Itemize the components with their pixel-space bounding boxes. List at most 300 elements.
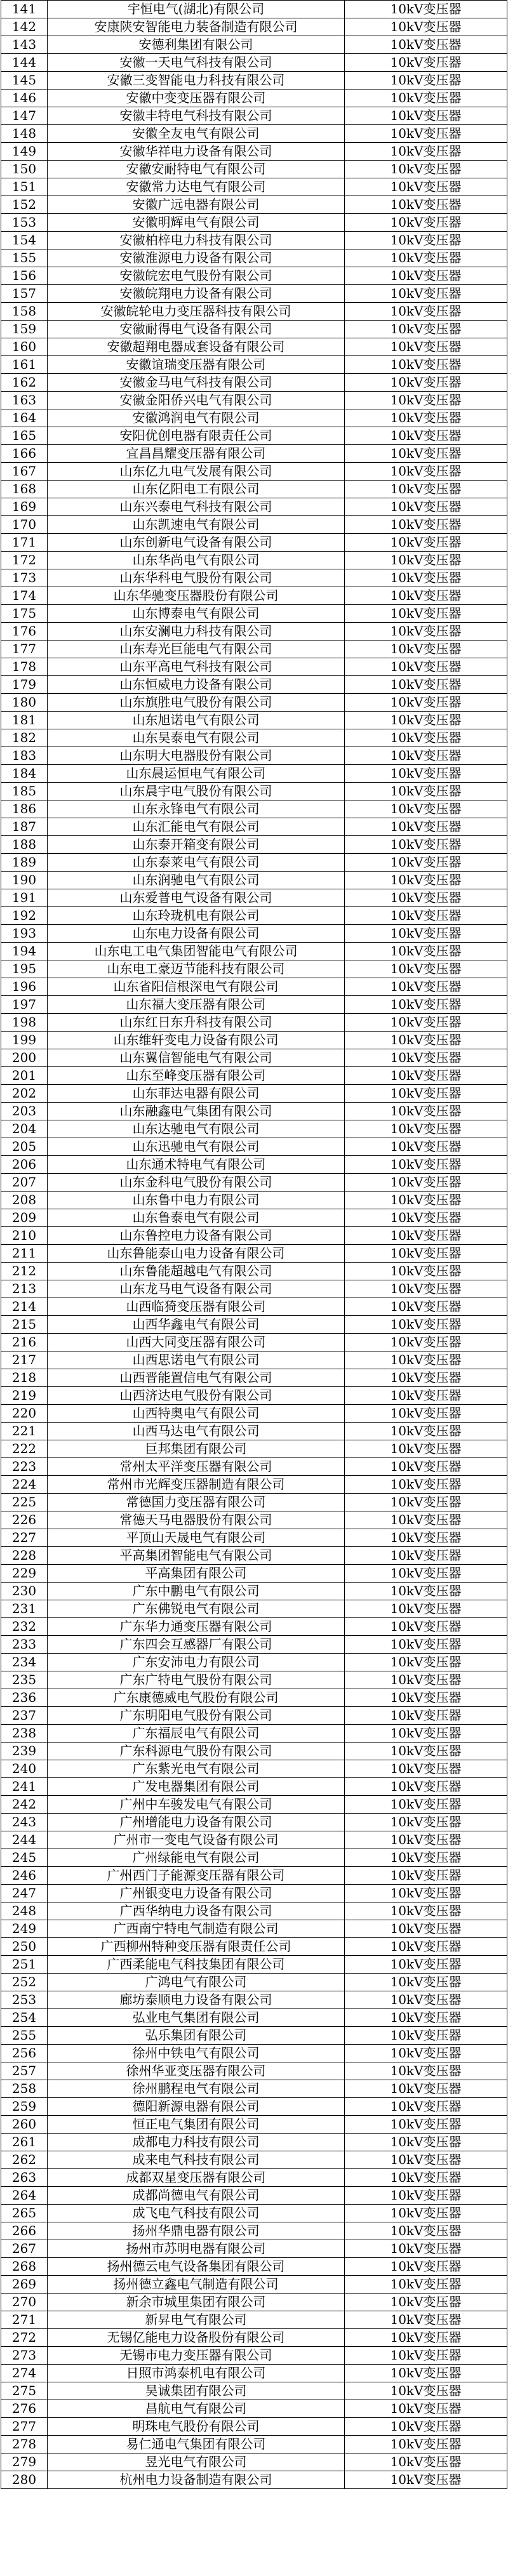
row-number-cell: 165	[1, 427, 48, 445]
table-row	[1, 747, 507, 765]
equipment-type-cell: 10kV变压器	[345, 2418, 507, 2436]
equipment-type-cell: 10kV变压器	[345, 1956, 507, 1974]
company-name-cell: 山东昊泰电气有限公司	[48, 729, 345, 747]
equipment-type-cell: 10kV变压器	[345, 374, 507, 392]
supplier-table	[1, 0, 507, 2489]
row-number-cell: 251	[1, 1956, 48, 1974]
company-name-cell: 山东寿光巨能电气有限公司	[48, 641, 345, 658]
table-row	[1, 1565, 507, 1583]
row-number-cell: 256	[1, 2045, 48, 2062]
table-row	[1, 907, 507, 925]
row-number-cell: 191	[1, 889, 48, 907]
equipment-type-cell: 10kV变压器	[345, 2400, 507, 2418]
row-number-cell: 152	[1, 196, 48, 214]
equipment-type-cell: 10kV变压器	[345, 90, 507, 107]
table-row	[1, 374, 507, 392]
company-name-cell: 广西华纳电力设备有限公司	[48, 1902, 345, 1920]
company-name-cell: 徐州鹏程电气有限公司	[48, 2080, 345, 2098]
row-number-cell: 212	[1, 1263, 48, 1280]
equipment-type-cell: 10kV变压器	[345, 214, 507, 232]
company-name-cell: 山东恒威电力设备有限公司	[48, 676, 345, 694]
company-name-cell: 山东汇能电气有限公司	[48, 818, 345, 836]
row-number-cell: 177	[1, 641, 48, 658]
row-number-cell: 179	[1, 676, 48, 694]
company-name-cell: 山东晨宇电气股份有限公司	[48, 783, 345, 800]
table-row	[1, 1067, 507, 1085]
table-row	[1, 658, 507, 676]
company-name-cell: 安徽皖宏电气股份有限公司	[48, 267, 345, 285]
table-row	[1, 2116, 507, 2134]
company-name-cell: 广东安沛电力有限公司	[48, 1654, 345, 1671]
company-name-cell: 扬州德云电气设备集团有限公司	[48, 2258, 345, 2276]
table-row	[1, 2169, 507, 2187]
row-number-cell: 228	[1, 1547, 48, 1565]
row-number-cell: 257	[1, 2062, 48, 2080]
equipment-type-cell: 10kV变压器	[345, 1529, 507, 1547]
row-number-cell: 185	[1, 783, 48, 800]
table-row	[1, 1654, 507, 1671]
row-number-cell: 204	[1, 1120, 48, 1138]
row-number-cell: 258	[1, 2080, 48, 2098]
row-number-cell: 263	[1, 2169, 48, 2187]
company-name-cell: 山东迅驰电气有限公司	[48, 1138, 345, 1156]
equipment-type-cell: 10kV变压器	[345, 1032, 507, 1049]
table-row	[1, 569, 507, 587]
company-name-cell: 广东科源电气股份有限公司	[48, 1743, 345, 1760]
equipment-type-cell: 10kV变压器	[345, 1387, 507, 1405]
table-row	[1, 267, 507, 285]
row-number-cell: 145	[1, 72, 48, 90]
equipment-type-cell: 10kV变压器	[345, 36, 507, 54]
company-name-cell: 德阳新源电器有限公司	[48, 2098, 345, 2116]
company-name-cell: 山东龙马电气设备有限公司	[48, 1280, 345, 1298]
company-name-cell: 弘业电气集团有限公司	[48, 2009, 345, 2027]
table-row	[1, 2045, 507, 2062]
table-row	[1, 445, 507, 463]
table-row	[1, 196, 507, 214]
equipment-type-cell: 10kV变压器	[345, 481, 507, 498]
table-row	[1, 72, 507, 90]
row-number-cell: 254	[1, 2009, 48, 2027]
company-name-cell: 安徽华祥电力设备有限公司	[48, 143, 345, 161]
company-name-cell: 广鸿电气有限公司	[48, 1974, 345, 1991]
equipment-type-cell: 10kV变压器	[345, 516, 507, 534]
company-name-cell: 山东华尚电气有限公司	[48, 552, 345, 569]
company-name-cell: 山东华驰变压器股份有限公司	[48, 587, 345, 605]
company-name-cell: 新昇电气有限公司	[48, 2311, 345, 2329]
equipment-type-cell: 10kV变压器	[345, 303, 507, 321]
equipment-type-cell: 10kV变压器	[345, 285, 507, 303]
row-number-cell: 194	[1, 943, 48, 960]
row-number-cell: 268	[1, 2258, 48, 2276]
row-number-cell: 240	[1, 1760, 48, 1778]
table-row	[1, 1369, 507, 1387]
equipment-type-cell: 10kV变压器	[345, 267, 507, 285]
table-row	[1, 854, 507, 872]
row-number-cell: 190	[1, 872, 48, 889]
company-name-cell: 山东旗胜电气股份有限公司	[48, 694, 345, 712]
row-number-cell: 277	[1, 2418, 48, 2436]
table-row	[1, 1085, 507, 1103]
table-row	[1, 925, 507, 943]
row-number-cell: 189	[1, 854, 48, 872]
equipment-type-cell: 10kV变压器	[345, 996, 507, 1014]
company-name-cell: 明珠电气股份有限公司	[48, 2418, 345, 2436]
equipment-type-cell: 10kV变压器	[345, 1671, 507, 1689]
row-number-cell: 265	[1, 2205, 48, 2222]
row-number-cell: 198	[1, 1014, 48, 1032]
row-number-cell: 259	[1, 2098, 48, 2116]
equipment-type-cell: 10kV变压器	[345, 1565, 507, 1583]
equipment-type-cell: 10kV变压器	[345, 1902, 507, 1920]
company-name-cell: 山东永锋电气有限公司	[48, 800, 345, 818]
equipment-type-cell: 10kV变压器	[345, 1885, 507, 1902]
row-number-cell: 144	[1, 54, 48, 72]
table-row	[1, 1245, 507, 1263]
equipment-type-cell: 10kV变压器	[345, 2365, 507, 2382]
equipment-type-cell: 10kV变压器	[345, 107, 507, 125]
table-row	[1, 161, 507, 178]
company-name-cell: 广州中车骏发电气有限公司	[48, 1796, 345, 1814]
row-number-cell: 173	[1, 569, 48, 587]
company-name-cell: 巨邦集团有限公司	[48, 1440, 345, 1458]
table-row	[1, 1103, 507, 1120]
equipment-type-cell: 10kV变压器	[345, 2471, 507, 2489]
company-name-cell: 安徽金阳侨兴电气有限公司	[48, 392, 345, 409]
table-row	[1, 18, 507, 36]
equipment-type-cell: 10kV变压器	[345, 1547, 507, 1565]
equipment-type-cell: 10kV变压器	[345, 1014, 507, 1032]
table-row	[1, 1938, 507, 1956]
company-name-cell: 山西华鑫电气有限公司	[48, 1316, 345, 1334]
equipment-type-cell: 10kV变压器	[345, 1263, 507, 1280]
row-number-cell: 255	[1, 2027, 48, 2045]
equipment-type-cell: 10kV变压器	[345, 2098, 507, 2116]
table-row	[1, 1156, 507, 1174]
equipment-type-cell: 10kV变压器	[345, 676, 507, 694]
equipment-type-cell: 10kV变压器	[345, 1867, 507, 1885]
row-number-cell: 163	[1, 392, 48, 409]
table-row	[1, 1814, 507, 1831]
row-number-cell: 168	[1, 481, 48, 498]
table-row	[1, 321, 507, 338]
row-number-cell: 218	[1, 1369, 48, 1387]
table-row	[1, 1529, 507, 1547]
company-name-cell: 扬州德立鑫电气制造有限公司	[48, 2276, 345, 2294]
table-row	[1, 1956, 507, 1974]
equipment-type-cell: 10kV变压器	[345, 641, 507, 658]
row-number-cell: 162	[1, 374, 48, 392]
company-name-cell: 山东鲁中电力有限公司	[48, 1192, 345, 1209]
row-number-cell: 272	[1, 2329, 48, 2347]
company-name-cell: 广东四会互感器厂有限公司	[48, 1636, 345, 1654]
table-row	[1, 676, 507, 694]
equipment-type-cell: 10kV变压器	[345, 1280, 507, 1298]
equipment-type-cell: 10kV变压器	[345, 1245, 507, 1263]
equipment-type-cell: 10kV变压器	[345, 1974, 507, 1991]
company-name-cell: 恒正电气集团有限公司	[48, 2116, 345, 2134]
equipment-type-cell: 10kV变压器	[345, 960, 507, 978]
table-row	[1, 338, 507, 356]
equipment-type-cell: 10kV变压器	[345, 1511, 507, 1529]
row-number-cell: 156	[1, 267, 48, 285]
company-name-cell: 山东泰莱电气有限公司	[48, 854, 345, 872]
company-name-cell: 安徽淮源电力设备有限公司	[48, 249, 345, 267]
equipment-type-cell: 10kV变压器	[345, 54, 507, 72]
equipment-type-cell: 10kV变压器	[345, 2187, 507, 2205]
company-name-cell: 山东电力设备有限公司	[48, 925, 345, 943]
company-name-cell: 山东省阳信根深电气有限公司	[48, 978, 345, 996]
equipment-type-cell: 10kV变压器	[345, 658, 507, 676]
table-row	[1, 1920, 507, 1938]
company-name-cell: 安徽鸿润电气有限公司	[48, 409, 345, 427]
table-row	[1, 1316, 507, 1334]
table-row	[1, 783, 507, 800]
table-row	[1, 1209, 507, 1227]
table-row	[1, 1778, 507, 1796]
company-name-cell: 广西柳州特种变压器有限责任公司	[48, 1938, 345, 1956]
equipment-type-cell: 10kV变压器	[345, 2116, 507, 2134]
company-name-cell: 山东华科电气股份有限公司	[48, 569, 345, 587]
equipment-type-cell: 10kV变压器	[345, 1920, 507, 1938]
table-row	[1, 1583, 507, 1600]
company-name-cell: 广东紫光电气有限公司	[48, 1760, 345, 1778]
row-number-cell: 176	[1, 623, 48, 641]
equipment-type-cell: 10kV变压器	[345, 1600, 507, 1618]
equipment-type-cell: 10kV变压器	[345, 925, 507, 943]
table-row	[1, 1796, 507, 1814]
row-number-cell: 171	[1, 534, 48, 552]
company-name-cell: 广西南宁特电气制造有限公司	[48, 1920, 345, 1938]
equipment-type-cell: 10kV变压器	[345, 2436, 507, 2453]
table-row	[1, 641, 507, 658]
table-row	[1, 2009, 507, 2027]
row-number-cell: 269	[1, 2276, 48, 2294]
company-name-cell: 广州西门子能源变压器有限公司	[48, 1867, 345, 1885]
row-number-cell: 188	[1, 836, 48, 854]
table-row	[1, 1885, 507, 1902]
equipment-type-cell: 10kV变压器	[345, 836, 507, 854]
row-number-cell: 201	[1, 1067, 48, 1085]
table-row	[1, 2098, 507, 2116]
company-name-cell: 常德天马电器股份有限公司	[48, 1511, 345, 1529]
equipment-type-cell: 10kV变压器	[345, 196, 507, 214]
table-row	[1, 107, 507, 125]
table-row	[1, 1511, 507, 1529]
equipment-type-cell: 10kV变压器	[345, 1209, 507, 1227]
equipment-type-cell: 10kV变压器	[345, 605, 507, 623]
row-number-cell: 169	[1, 498, 48, 516]
equipment-type-cell: 10kV变压器	[345, 1991, 507, 2009]
equipment-type-cell: 10kV变压器	[345, 1707, 507, 1725]
equipment-type-cell: 10kV变压器	[345, 747, 507, 765]
company-name-cell: 安徽全友电气有限公司	[48, 125, 345, 143]
company-name-cell: 成都电力科技有限公司	[48, 2134, 345, 2151]
company-name-cell: 徐州中铁电气有限公司	[48, 2045, 345, 2062]
table-row	[1, 818, 507, 836]
company-name-cell: 常州市光辉变压器制造有限公司	[48, 1476, 345, 1494]
row-number-cell: 196	[1, 978, 48, 996]
row-number-cell: 187	[1, 818, 48, 836]
equipment-type-cell: 10kV变压器	[345, 1298, 507, 1316]
row-number-cell: 239	[1, 1743, 48, 1760]
row-number-cell: 153	[1, 214, 48, 232]
table-row	[1, 1725, 507, 1743]
company-name-cell: 广东福辰电气有限公司	[48, 1725, 345, 1743]
company-name-cell: 山西思诺电气有限公司	[48, 1351, 345, 1369]
row-number-cell: 235	[1, 1671, 48, 1689]
equipment-type-cell: 10kV变压器	[345, 1583, 507, 1600]
company-name-cell: 无锡市电力变压器有限公司	[48, 2347, 345, 2365]
table-row	[1, 1423, 507, 1440]
row-number-cell: 155	[1, 249, 48, 267]
table-row	[1, 1991, 507, 2009]
table-row	[1, 498, 507, 516]
table-row	[1, 960, 507, 978]
row-number-cell: 149	[1, 143, 48, 161]
company-name-cell: 山东亿阳电工有限公司	[48, 481, 345, 498]
equipment-type-cell: 10kV变压器	[345, 1423, 507, 1440]
company-name-cell: 宇恒电气(湖北)有限公司	[48, 1, 345, 18]
table-row	[1, 143, 507, 161]
table-row	[1, 1298, 507, 1316]
company-name-cell: 无锡亿能电力设备股份有限公司	[48, 2329, 345, 2347]
equipment-type-cell: 10kV变压器	[345, 2027, 507, 2045]
table-row	[1, 1476, 507, 1494]
company-name-cell: 山东菲达电器有限公司	[48, 1085, 345, 1103]
company-name-cell: 山西马达电气有限公司	[48, 1423, 345, 1440]
equipment-type-cell: 10kV变压器	[345, 2453, 507, 2471]
table-row	[1, 1049, 507, 1067]
equipment-type-cell: 10kV变压器	[345, 445, 507, 463]
company-name-cell: 安徽丰特电气科技有限公司	[48, 107, 345, 125]
equipment-type-cell: 10kV变压器	[345, 1938, 507, 1956]
table-row	[1, 1192, 507, 1209]
equipment-type-cell: 10kV变压器	[345, 1476, 507, 1494]
equipment-type-cell: 10kV变压器	[345, 1618, 507, 1636]
company-name-cell: 山东亿九电气发展有限公司	[48, 463, 345, 481]
row-number-cell: 180	[1, 694, 48, 712]
company-name-cell: 昌航电气有限公司	[48, 2400, 345, 2418]
company-name-cell: 山东创新电气设备有限公司	[48, 534, 345, 552]
row-number-cell: 250	[1, 1938, 48, 1956]
row-number-cell: 262	[1, 2151, 48, 2169]
equipment-type-cell: 10kV变压器	[345, 889, 507, 907]
equipment-type-cell: 10kV变压器	[345, 1192, 507, 1209]
company-name-cell: 山东鲁泰电气有限公司	[48, 1209, 345, 1227]
row-number-cell: 167	[1, 463, 48, 481]
row-number-cell: 249	[1, 1920, 48, 1938]
equipment-type-cell: 10kV变压器	[345, 978, 507, 996]
row-number-cell: 227	[1, 1529, 48, 1547]
row-number-cell: 209	[1, 1209, 48, 1227]
row-number-cell: 213	[1, 1280, 48, 1298]
table-row	[1, 800, 507, 818]
company-name-cell: 安徽常力达电气有限公司	[48, 178, 345, 196]
equipment-type-cell: 10kV变压器	[345, 765, 507, 783]
company-name-cell: 易仁通电气集团有限公司	[48, 2436, 345, 2453]
equipment-type-cell: 10kV变压器	[345, 463, 507, 481]
table-row	[1, 1494, 507, 1511]
row-number-cell: 208	[1, 1192, 48, 1209]
equipment-type-cell: 10kV变压器	[345, 2382, 507, 2400]
company-name-cell: 山东泰开箱变有限公司	[48, 836, 345, 854]
row-number-cell: 242	[1, 1796, 48, 1814]
equipment-type-cell: 10kV变压器	[345, 1351, 507, 1369]
row-number-cell: 233	[1, 1636, 48, 1654]
company-name-cell: 弘乐集团有限公司	[48, 2027, 345, 2045]
equipment-type-cell: 10kV变压器	[345, 1174, 507, 1192]
table-row	[1, 1334, 507, 1351]
table-row	[1, 712, 507, 729]
table-row	[1, 1280, 507, 1298]
table-row	[1, 2347, 507, 2365]
equipment-type-cell: 10kV变压器	[345, 818, 507, 836]
table-row	[1, 765, 507, 783]
equipment-type-cell: 10kV变压器	[345, 623, 507, 641]
row-number-cell: 148	[1, 125, 48, 143]
row-number-cell: 220	[1, 1405, 48, 1423]
company-name-cell: 广州增能电力设备有限公司	[48, 1814, 345, 1831]
equipment-type-cell: 10kV变压器	[345, 1743, 507, 1760]
row-number-cell: 215	[1, 1316, 48, 1334]
table-row	[1, 943, 507, 960]
equipment-type-cell: 10kV变压器	[345, 232, 507, 249]
company-name-cell: 广州绿能电气有限公司	[48, 1849, 345, 1867]
row-number-cell: 193	[1, 925, 48, 943]
table-row	[1, 1974, 507, 1991]
row-number-cell: 253	[1, 1991, 48, 2009]
table-row	[1, 2418, 507, 2436]
row-number-cell: 234	[1, 1654, 48, 1671]
equipment-type-cell: 10kV变压器	[345, 2045, 507, 2062]
table-row	[1, 1, 507, 18]
equipment-type-cell: 10kV变压器	[345, 854, 507, 872]
row-number-cell: 224	[1, 1476, 48, 1494]
table-row	[1, 36, 507, 54]
table-row	[1, 2365, 507, 2382]
row-number-cell: 206	[1, 1156, 48, 1174]
table-row	[1, 587, 507, 605]
table-row	[1, 516, 507, 534]
equipment-type-cell: 10kV变压器	[345, 552, 507, 569]
table-row	[1, 836, 507, 854]
company-name-cell: 安徽广远电器有限公司	[48, 196, 345, 214]
row-number-cell: 170	[1, 516, 48, 534]
equipment-type-cell: 10kV变压器	[345, 2311, 507, 2329]
row-number-cell: 270	[1, 2294, 48, 2311]
company-name-cell: 广州市一变电气设备有限公司	[48, 1831, 345, 1849]
equipment-type-cell: 10kV变压器	[345, 1369, 507, 1387]
table-row	[1, 534, 507, 552]
table-row	[1, 2258, 507, 2276]
table-row	[1, 2400, 507, 2418]
row-number-cell: 279	[1, 2453, 48, 2471]
company-name-cell: 安徽一天电气科技有限公司	[48, 54, 345, 72]
company-name-cell: 廊坊泰顺电力设备有限公司	[48, 1991, 345, 2009]
row-number-cell: 267	[1, 2240, 48, 2258]
equipment-type-cell: 10kV变压器	[345, 2205, 507, 2222]
row-number-cell: 216	[1, 1334, 48, 1351]
table-row	[1, 1387, 507, 1405]
table-row	[1, 1263, 507, 1280]
company-name-cell: 平高集团智能电气有限公司	[48, 1547, 345, 1565]
table-row	[1, 2240, 507, 2258]
row-number-cell: 142	[1, 18, 48, 36]
row-number-cell: 175	[1, 605, 48, 623]
company-name-cell: 山西晋能置信电气有限公司	[48, 1369, 345, 1387]
table-body	[1, 1, 507, 2489]
